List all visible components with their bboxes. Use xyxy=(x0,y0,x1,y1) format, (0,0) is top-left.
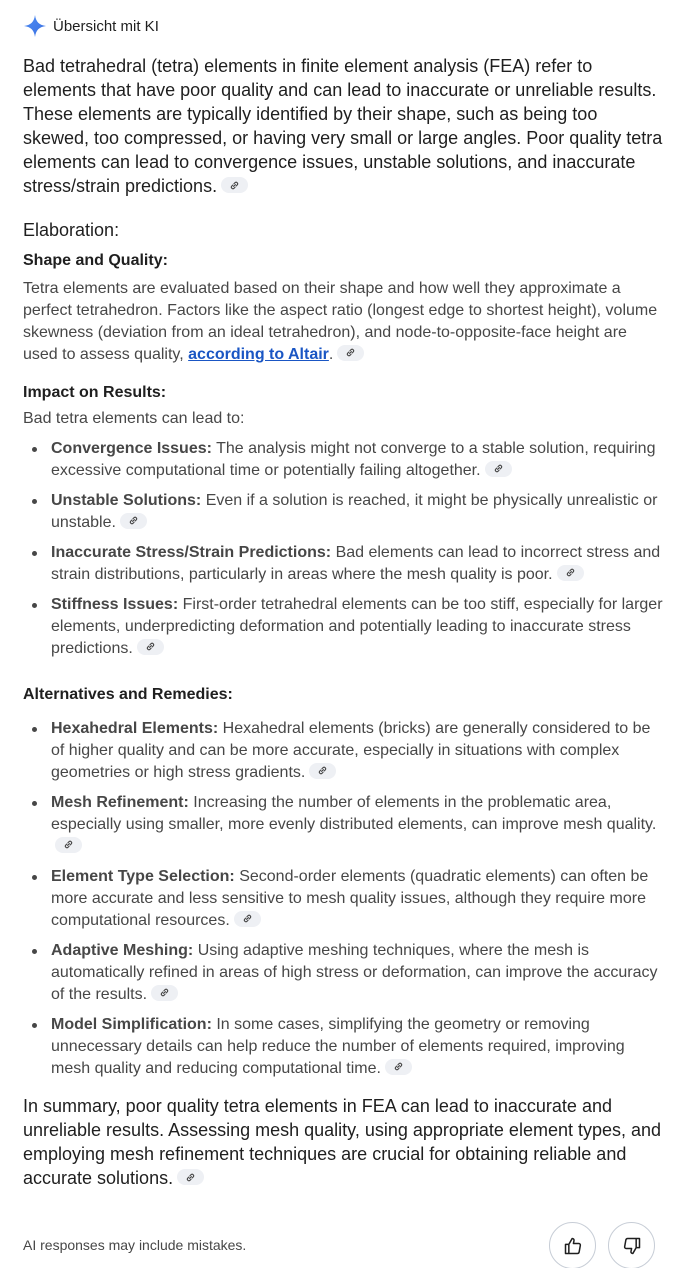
list-item: Adaptive Meshing: Using adaptive meshing techniques, where the mesh is automatically refined in areas of high stress or deformation, can improve the accuracy of the results. xyxy=(23,940,663,1006)
source-link-chip[interactable] xyxy=(309,763,336,779)
link-icon xyxy=(345,347,356,358)
source-link-chip[interactable] xyxy=(137,639,164,655)
list-item: Inaccurate Stress/Strain Predictions: Bad elements can lead to incorrect stress and strain distributions, particularly in areas where the mesh quality is poor. xyxy=(23,542,663,586)
link-icon xyxy=(185,1172,196,1183)
ai-overview-header xyxy=(23,14,159,38)
link-icon xyxy=(242,913,253,924)
link-icon xyxy=(145,641,156,652)
source-link-chip[interactable] xyxy=(485,461,512,477)
shape-heading: Shape and Quality: xyxy=(23,252,168,269)
altair-link[interactable]: according to Altair xyxy=(188,346,329,363)
source-link-chip[interactable] xyxy=(120,513,147,529)
link-icon xyxy=(128,515,139,526)
sparkle-icon xyxy=(23,14,47,38)
list-item: Mesh Refinement: Increasing the number of elements in the problematic area, especially using smaller, more evenly distributed elements, can improve mesh quality. xyxy=(23,792,663,858)
shape-paragraph: Tetra elements are evaluated based on their shape and how well they approximate a perfect tetrahedron. Factors like the aspect ratio (longest edge to shortest height), volume skewness (deviation from an ideal tetrahedron), and node-to-opposite-face height are used to assess quality, according to Altair. xyxy=(23,280,658,363)
source-link-chip[interactable] xyxy=(234,911,261,927)
source-link-chip[interactable] xyxy=(557,565,584,581)
list-item: Hexahedral Elements: Hexahedral elements (bricks) are generally considered to be of higher quality and can be more accurate, especially in situations with complex geometries or high stress gradients. xyxy=(23,718,663,784)
ai-disclaimer: AI responses may include mistakes. xyxy=(23,1237,247,1253)
source-link-chip[interactable] xyxy=(385,1059,412,1075)
list-item: Convergence Issues: The analysis might not converge to a stable solution, requiring excessive computational time or potentially failing altogether. xyxy=(23,438,663,482)
alternatives-list xyxy=(23,718,663,1080)
list-item: Element Type Selection: Second-order elements (quadratic elements) can often be more accurate and less sensitive to mesh quality issues, although they require more computational resources. xyxy=(23,866,663,932)
source-link-chip[interactable] xyxy=(337,345,364,361)
thumbs-up-icon xyxy=(563,1236,583,1256)
link-icon xyxy=(229,180,240,191)
link-icon xyxy=(159,987,170,998)
source-link-chip[interactable] xyxy=(177,1169,204,1185)
source-link-chip[interactable] xyxy=(151,985,178,1001)
ai-overview-content xyxy=(23,54,663,1190)
ai-overview-title: Übersicht mit KI xyxy=(53,17,159,35)
elaboration-heading: Elaboration: xyxy=(23,220,120,240)
source-link-chip[interactable] xyxy=(221,177,248,193)
link-icon xyxy=(565,567,576,578)
summary-paragraph: In summary, poor quality tetra elements in FEA can lead to inaccurate and unreliable results. Assessing mesh quality, using appropriate element types, and employing mesh refinement techniques are crucial for obtaining reliable and accurate solutions. xyxy=(23,1096,662,1188)
source-link-chip[interactable] xyxy=(55,837,82,853)
alternatives-heading: Alternatives and Remedies: xyxy=(23,686,233,703)
list-item: Model Simplification: In some cases, simplifying the geometry or removing unnecessary details can help reduce the number of elements required, improving mesh quality and reducing computational time. xyxy=(23,1014,663,1080)
link-icon xyxy=(393,1061,404,1072)
impact-heading: Impact on Results: xyxy=(23,384,167,401)
link-icon xyxy=(317,765,328,776)
link-icon xyxy=(63,839,74,850)
impact-lead: Bad tetra elements can lead to: xyxy=(23,410,245,427)
thumbs-down-button[interactable] xyxy=(608,1222,655,1268)
impact-list xyxy=(23,438,663,660)
list-item: Stiffness Issues: First-order tetrahedral elements can be too stiff, especially for larger elements, underpredicting deformation and potentially leading to inaccurate stress predictions. xyxy=(23,594,663,660)
thumbs-down-icon xyxy=(622,1236,642,1256)
link-icon xyxy=(493,463,504,474)
intro-paragraph: Bad tetrahedral (tetra) elements in finite element analysis (FEA) refer to elements that have poor quality and can lead to inaccurate or unreliable results. These elements are typically identified by their shape, such as being too skewed, too compressed, or having very small or large angles. Poor quality tetra elements can lead to convergence issues, unstable solutions, and inaccurate stress/strain predictions. xyxy=(23,56,663,196)
thumbs-up-button[interactable] xyxy=(549,1222,596,1268)
list-item: Unstable Solutions: Even if a solution is reached, it might be physically unrealistic or unstable. xyxy=(23,490,663,534)
